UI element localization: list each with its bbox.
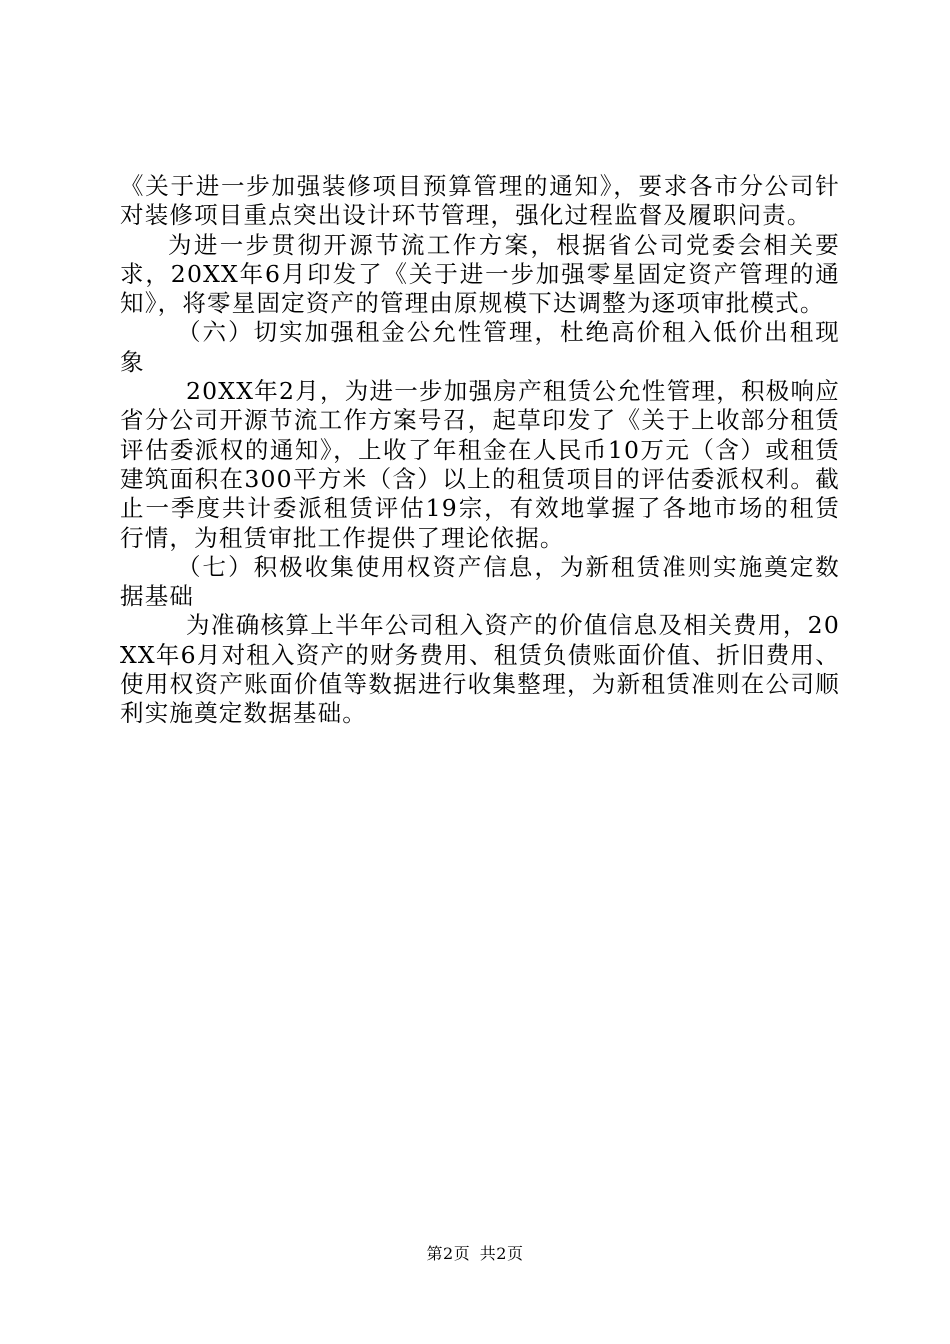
document-body: [120, 172, 840, 729]
page-total: 共2页: [479, 1244, 524, 1263]
paragraph-fixed-assets: 为进一步贯彻开源节流工作方案，根据省公司党委会相关要求，20XX年6月印发了《关于进一步加强零星固定资产管理的通知》，将零星固定资产的管理由原规模下达调整为逐项审批模式。: [120, 230, 840, 318]
section-heading-seven: （七）积极收集使用权资产信息，为新租赁准则实施奠定数据基础: [120, 552, 840, 611]
page-number: 第2页: [426, 1244, 471, 1263]
paragraph-notice-decoration: 《关于进一步加强装修项目预算管理的通知》，要求各市分公司针对装修项目重点突出设计环节管理，强化过程监督及履职问责。: [120, 172, 840, 230]
paragraph-rent-fairness: 20XX年2月，为进一步加强房产租赁公允性管理，积极响应省分公司开源节流工作方案号召，起草印发了《关于上收部分租赁评估委派权的通知》，上收了年租金在人民币10万元（含）或租赁建筑面积在300平方米（含）以上的租赁项目的评估委派权利。截止一季度共计委派租赁评估19宗，有效地掌握了各地市场的租赁行情，为租赁审批工作提供了理论依据。: [120, 377, 840, 552]
section-heading-six: （六）切实加强租金公允性管理，杜绝高价租入低价出租现象: [120, 318, 840, 376]
paragraph-right-of-use-assets: 为准确核算上半年公司租入资产的价值信息及相关费用，20XX年6月对租入资产的财务费用、租赁负债账面价值、折旧费用、使用权资产账面价值等数据进行收集整理，为新租赁准则在公司顺利实施奠定数据基础。: [120, 611, 840, 728]
page-footer: [0, 1244, 950, 1264]
